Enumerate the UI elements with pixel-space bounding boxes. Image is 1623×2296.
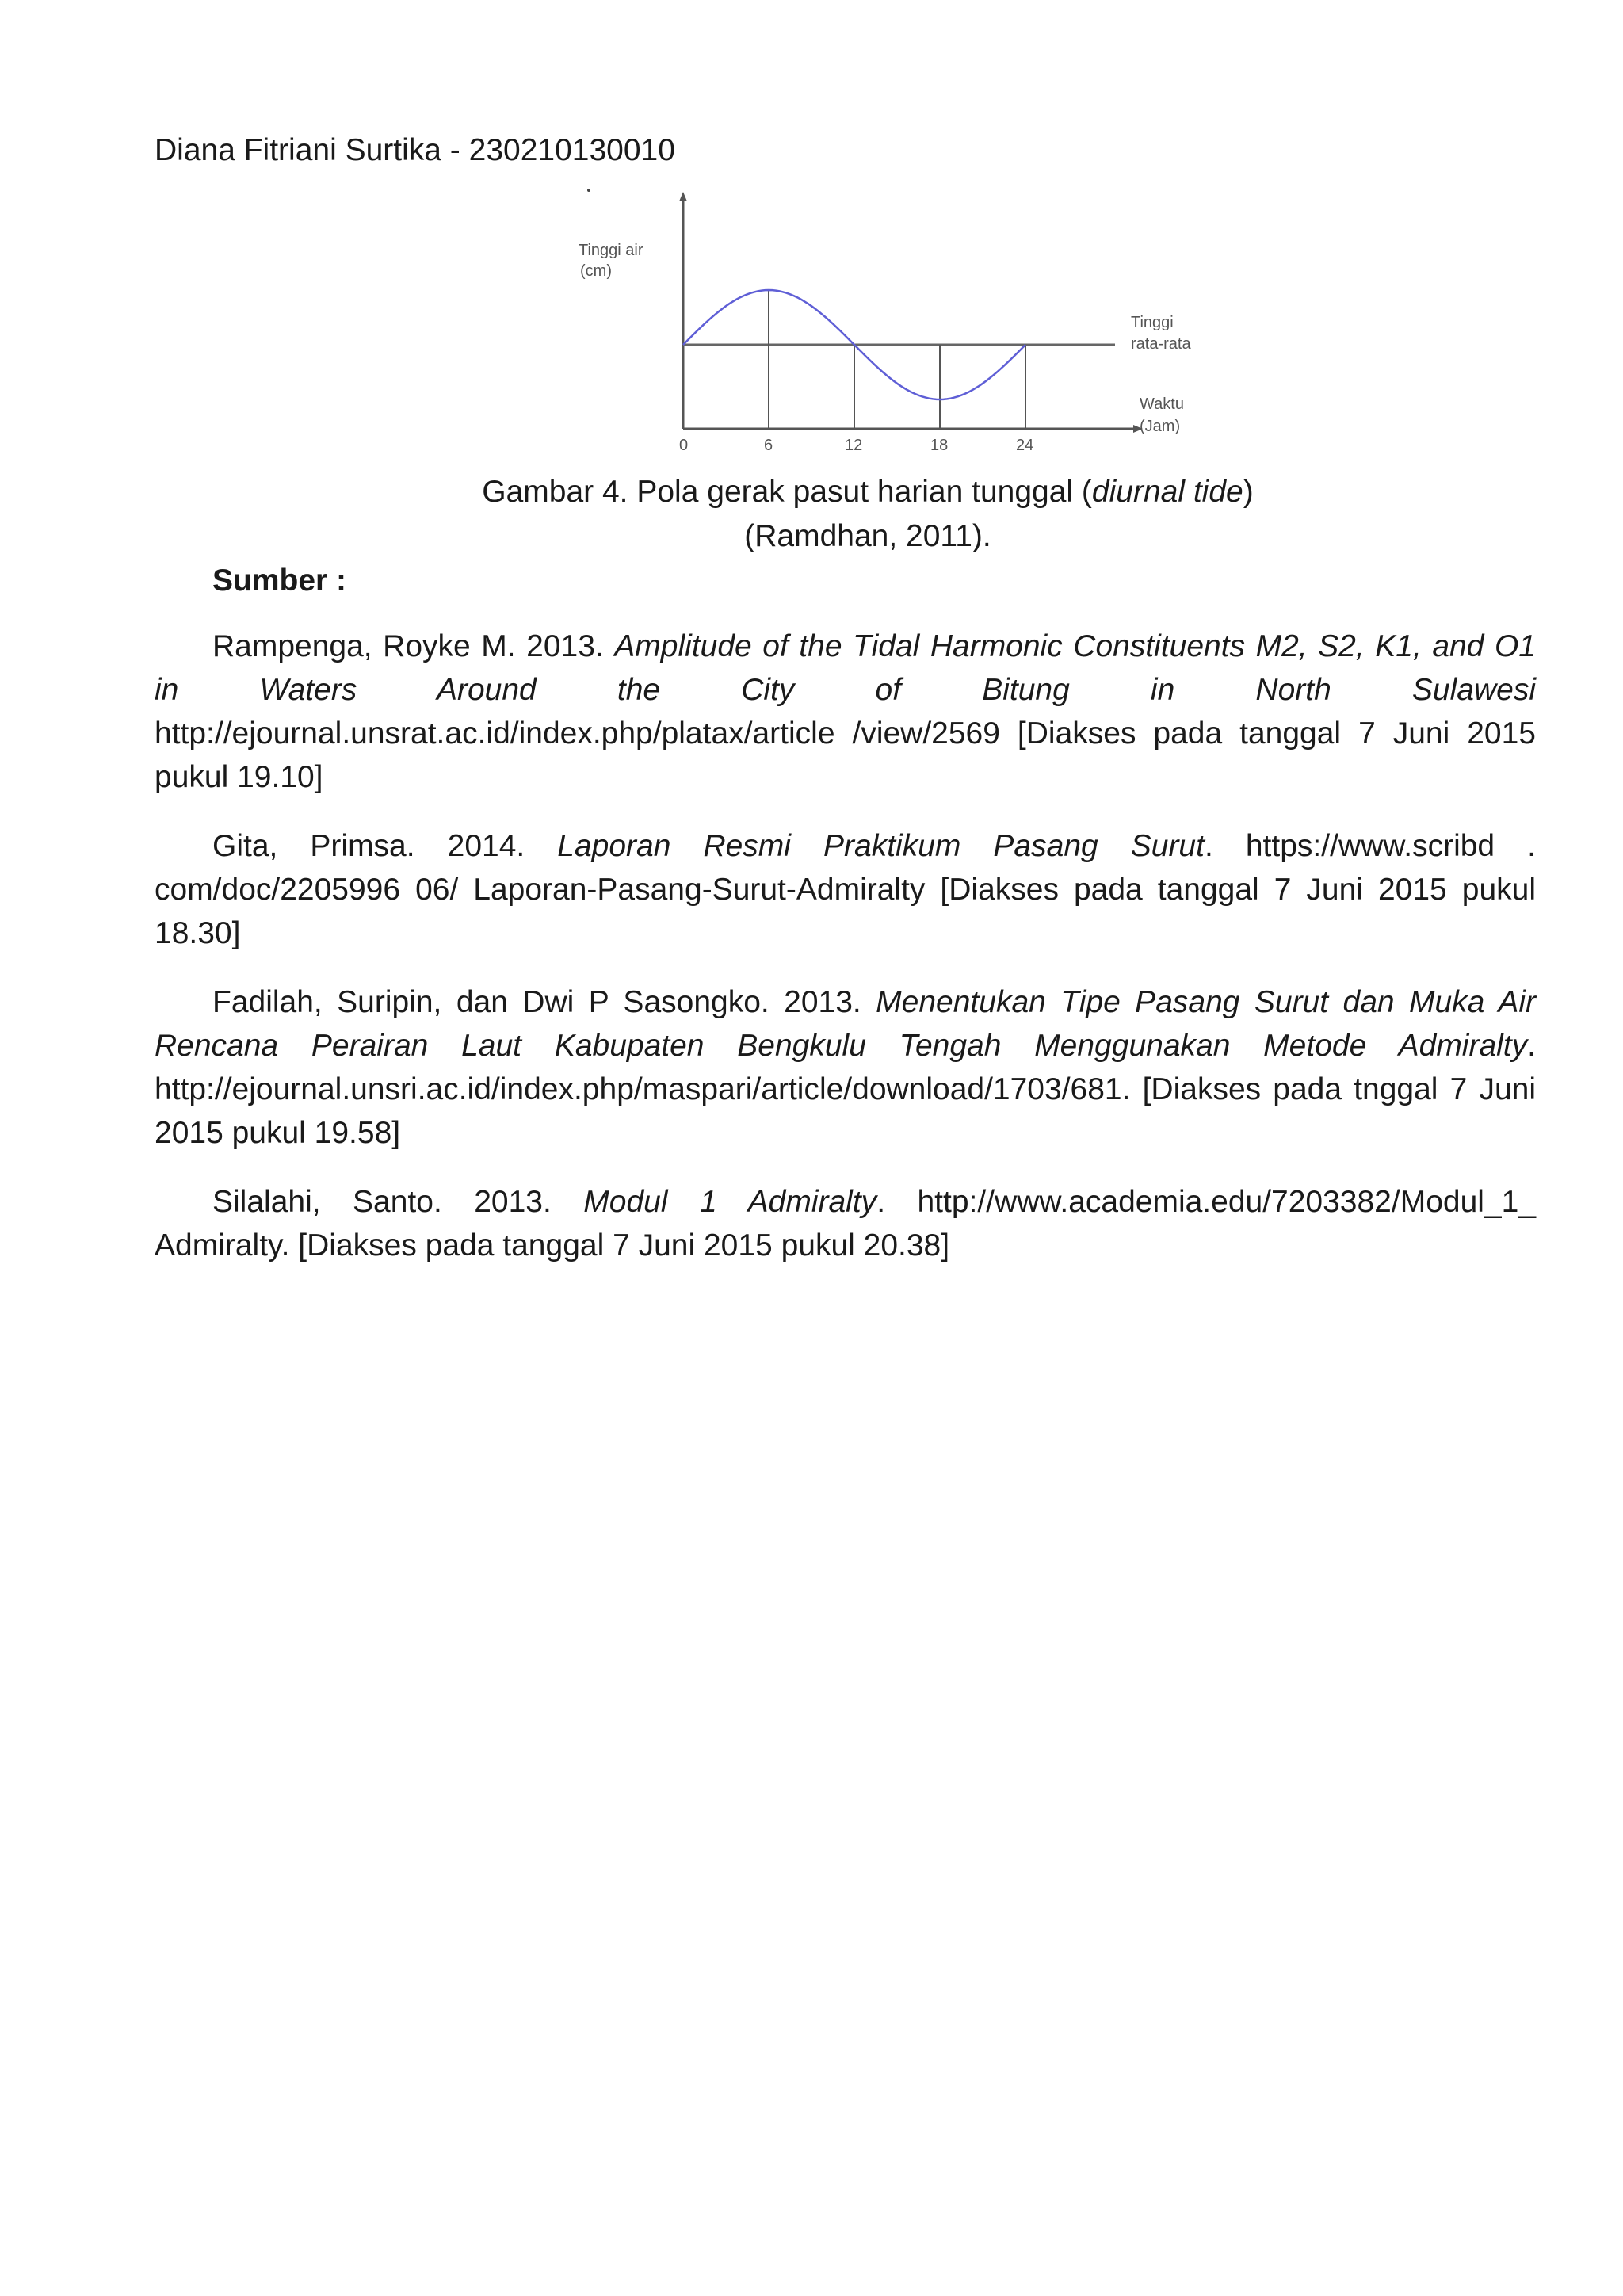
mean-label-line2: rata-rata — [1131, 335, 1191, 353]
x-tick-24: 24 — [1016, 437, 1034, 454]
sources-heading: Sumber : — [212, 563, 347, 598]
caption-line1: Gambar 4. Pola gerak pasut harian tunggal (diurnal tide) — [482, 475, 1254, 509]
reference-list — [155, 625, 1536, 1293]
reference-title: Amplitude of the Tidal Harmonic Constituents M2, S2, K1, and O1 in Waters Around the City of Bitung in North Sulawesi — [155, 629, 1536, 707]
reference-title: Menentukan Tipe Pasang Surut dan Muka Air Rencana Perairan Laut Kabupaten Bengkulu Tengah Menggunakan Metode Admiralty — [155, 985, 1536, 1063]
caption-italic-term: diurnal tide — [1091, 475, 1243, 509]
mean-label-line1: Tinggi — [1131, 314, 1174, 331]
reference-item: Fadilah, Suripin, dan Dwi P Sasongko. 2013. Menentukan Tipe Pasang Surut dan Muka Air Rencana Perairan Laut Kabupaten Bengkulu Tengah Menggunakan Metode Admiralty. http://ejournal.unsri.ac.id/index.php/maspari/article/download/1703/681. [Diakses pada tnggal 7 Juni 2015 pukul 19.58] — [155, 985, 1536, 1150]
x-tick-0: 0 — [679, 437, 689, 454]
reference-title: Laporan Resmi Praktikum Pasang Surut — [557, 829, 1205, 863]
x-tick-6: 6 — [764, 437, 773, 454]
y-axis-arrow — [679, 192, 687, 201]
tide-figure — [579, 189, 1220, 458]
reference-item: Silalahi, Santo. 2013. Modul 1 Admiralty. http://www.academia.edu/7203382/Modul_1_ Admiralty. [Diakses pada tanggal 7 Juni 2015 pukul 20.38] — [155, 1185, 1537, 1263]
reference-title: Modul 1 Admiralty — [583, 1185, 877, 1219]
x-axis-label-line1: Waktu — [1140, 395, 1184, 413]
y-axis-label-line1: Tinggi air — [579, 242, 643, 259]
reference-item: Rampenga, Royke M. 2013. Amplitude of the Tidal Harmonic Constituents M2, S2, K1, and O1 in Waters Around the City of Bitung in North Sulawesi http://ejournal.unsrat.ac.id/index.php/platax/article /view/2569 [Diakses pada tanggal 7 Juni 2015 pukul 19.10] — [155, 629, 1536, 794]
x-tick-12: 12 — [845, 437, 863, 454]
tide-diagram — [579, 189, 1220, 458]
x-axis-label-line2: (Jam) — [1140, 418, 1181, 435]
reference-item: Gita, Primsa. 2014. Laporan Resmi Praktikum Pasang Surut. https://www.scribd . com/doc/2205996 06/ Laporan-Pasang-Surut-Admiralty [Diakses pada tanggal 7 Juni 2015 pukul 18.30] — [155, 829, 1537, 950]
y-axis-label-line2: (cm) — [580, 262, 612, 280]
x-tick-18: 18 — [930, 437, 949, 454]
figure-caption — [317, 470, 1419, 559]
author-header: Diana Fitriani Surtika - 230210130010 — [155, 133, 675, 167]
caption-line2: (Ramdhan, 2011). — [744, 519, 991, 553]
